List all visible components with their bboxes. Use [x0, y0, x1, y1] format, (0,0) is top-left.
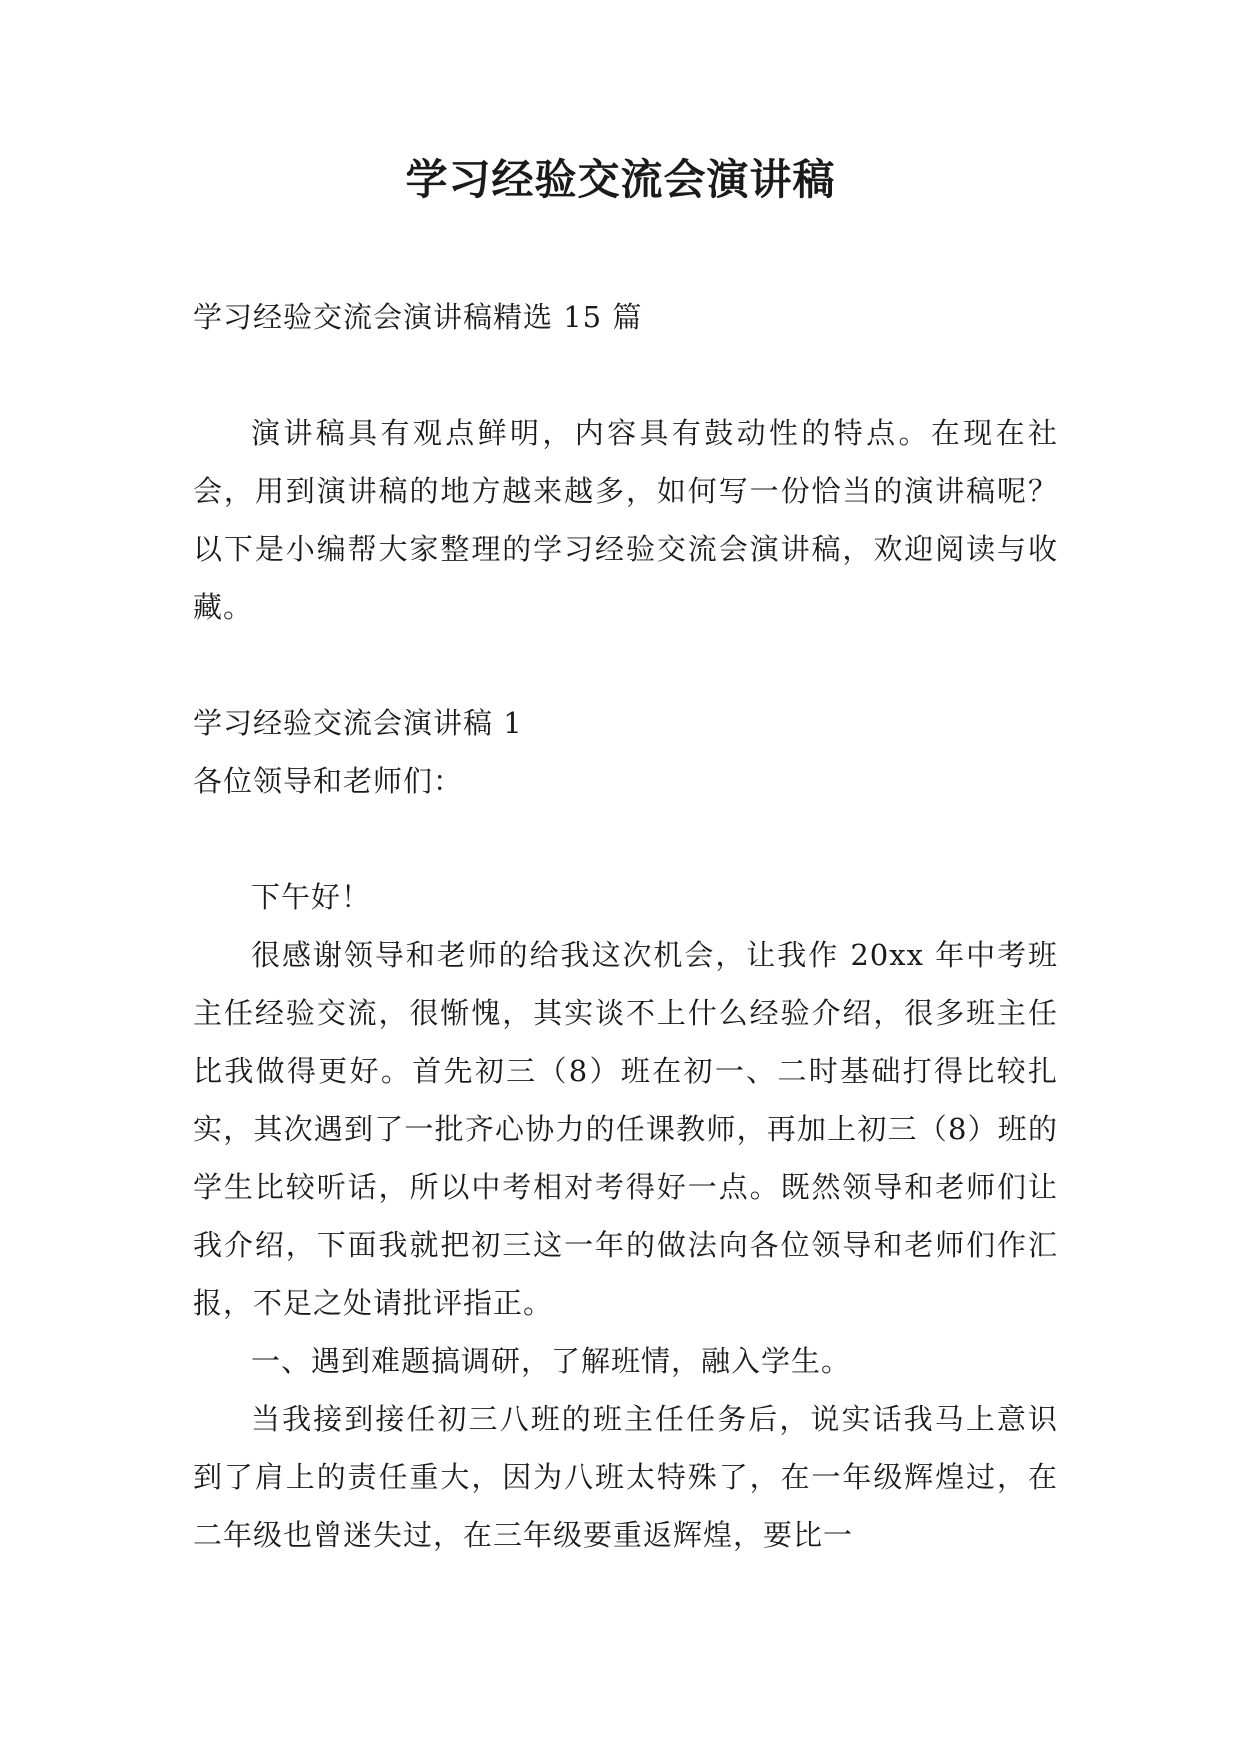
subtitle: 学习经验交流会演讲稿精选 15 篇 — [193, 300, 643, 334]
body-paragraph-2: 当我接到接任初三八班的班主任任务后，说实话我马上意识到了肩上的责任重大，因为八班太特殊了，在一年级辉煌过，在二年级也曾迷失过，在三年级要重返辉煌，要比一 — [193, 1402, 1058, 1552]
document-body — [193, 288, 1058, 1564]
intro-paragraph: 演讲稿具有观点鲜明，内容具有鼓动性的特点。在现在社会，用到演讲稿的地方越来越多，如何写一份恰当的演讲稿呢？以下是小编帮大家整理的学习经验交流会演讲稿，欢迎阅读与收藏。 — [193, 416, 1058, 624]
document-title: 学习经验交流会演讲稿 — [405, 155, 836, 204]
section-heading-1: 一、遇到难题搞调研，了解班情，融入学生。 — [251, 1344, 852, 1378]
body-paragraph-1: 很感谢领导和老师的给我这次机会，让我作 20xx 年中考班主任经验交流，很惭愧，其实谈不上什么经验介绍，很多班主任比我做得更好。首先初三（8）班在初一、二时基础打得比较扎实，其次遇到了一批齐心协力的任课教师，再加上初三（8）班的学生比较听话，所以中考相对考得好一点。既然领导和老师们让我介绍，下面我就把初三这一年的做法向各位领导和老师们作汇报，不足之处请批评指正。 — [193, 938, 1058, 1320]
salutation: 各位领导和老师们： — [193, 764, 464, 798]
greeting: 下午好！ — [251, 880, 372, 914]
section-title: 学习经验交流会演讲稿 1 — [193, 706, 523, 740]
